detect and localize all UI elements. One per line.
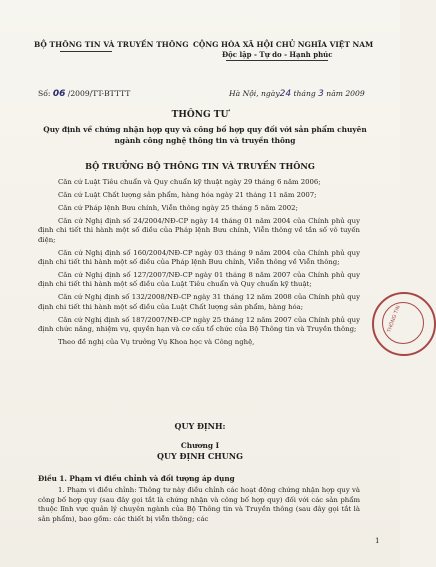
preamble-paragraph: Theo đề nghị của Vụ trưởng Vụ Khoa học và Công nghệ, [58, 338, 255, 347]
date-month-label: tháng [293, 89, 316, 98]
preamble-paragraph: Căn cứ Nghị định số 127/2007/NĐ-CP ngày 01 tháng 8 năm 2007 của Chính phủ quy định chi tiết thi hành một số điều của Luật Tiêu chuẩn và Quy chuẩn kỹ thuật; [38, 270, 360, 289]
national-motto: Độc lập - Tự do - Hạnh phúc [222, 50, 333, 59]
document-subject: Quy định về chứng nhận hợp quy và công bố hợp quy đối với sản phẩm chuyên ngành công nghệ thông tin và truyền thông [43, 125, 367, 145]
doc-number-prefix: Số: [38, 89, 51, 98]
preamble-paragraph: Căn cứ Nghị định số 187/2007/NĐ-CP ngày 25 tháng 12 năm 2007 của Chính phủ quy định chức năng, nhiệm vụ, quyền hạn và cơ cấu tổ chức của Bộ Thông tin và Truyền thông; [38, 315, 360, 334]
agency-underline [60, 51, 112, 52]
preamble-paragraph: Căn cứ Nghị định số 160/2004/NĐ-CP ngày 03 tháng 9 năm 2004 của Chính phủ quy định chi tiết thi hành một số điều của Pháp lệnh Bưu chính, Viễn thông về Viễn thông; [38, 248, 360, 267]
page-number: 1 [375, 536, 380, 545]
preamble-paragraph: Căn cứ Nghị định số 24/2004/NĐ-CP ngày 14 tháng 01 năm 2004 của Chính phủ quy định chi tiết thi hành một số điều của Pháp lệnh Bưu chính, Viễn thông về tần số vô tuyến điện; [38, 216, 360, 244]
preamble-paragraph: Căn cứ Nghị định số 132/2008/NĐ-CP ngày 31 tháng 12 năm 2008 của Chính phủ quy định chi tiết thi hành một số điều của Luật Chất lượng sản phẩm, hàng hóa; [38, 293, 360, 311]
decision-heading: QUY ĐỊNH: [174, 421, 226, 431]
chapter-number: Chương I [180, 441, 220, 450]
date-year: năm 2009 [326, 89, 365, 98]
issue-date [229, 89, 365, 99]
issuing-authority: BỘ TRƯỞNG BỘ THÔNG TIN VÀ TRUYỀN THÔNG [85, 161, 315, 171]
date-prefix: Hà Nội, ngày [229, 89, 280, 98]
document-number [38, 89, 130, 99]
article-body [38, 486, 360, 527]
date-day: 24 [279, 89, 292, 99]
doc-number-suffix: /2009/TT-BTTTT [67, 89, 131, 98]
preamble-paragraph: Căn cứ Luật Chất lượng sản phẩm, hàng hóa ngày 21 tháng 11 năm 2007; [58, 190, 317, 199]
motto-underline [226, 60, 328, 61]
preamble [38, 178, 360, 351]
preamble-paragraph: Căn cứ Luật Tiêu chuẩn và Quy chuẩn kỹ thuật ngày 29 tháng 6 năm 2006; [58, 178, 321, 186]
official-seal [372, 292, 436, 356]
article-paragraph: 1. Phạm vi điều chỉnh: Thông tư này điều chỉnh các hoạt động chứng nhận hợp quy và công bố hợp quy (sau đây gọi tắt là chứng nhận và công bố hợp quy) đối với các sản phẩm thuộc lĩnh vực quản lý chuyên ngành của Bộ Thông tin và Truyền thông (sau đây gọi tắt là sản phẩm), bao gồm: các thiết bị viễn thông; các [38, 486, 360, 523]
preamble-paragraph: Căn cứ Pháp lệnh Bưu chính, Viễn thông ngày 25 tháng 5 năm 2002; [58, 203, 298, 212]
article-heading: Điều 1. Phạm vi điều chỉnh và đối tượng áp dụng [38, 474, 235, 483]
chapter-title: QUY ĐỊNH CHUNG [157, 451, 243, 461]
seal-text: THÔNG TIN [386, 304, 402, 334]
document-type: THÔNG TƯ [171, 110, 229, 120]
agency-name: BỘ THÔNG TIN VÀ TRUYỀN THÔNG [34, 40, 189, 49]
doc-number-handwritten: 06 [52, 89, 66, 99]
country-name: CỘNG HÒA XÃ HỘI CHỦ NGHĨA VIỆT NAM [193, 40, 374, 49]
date-month: 3 [318, 89, 324, 99]
